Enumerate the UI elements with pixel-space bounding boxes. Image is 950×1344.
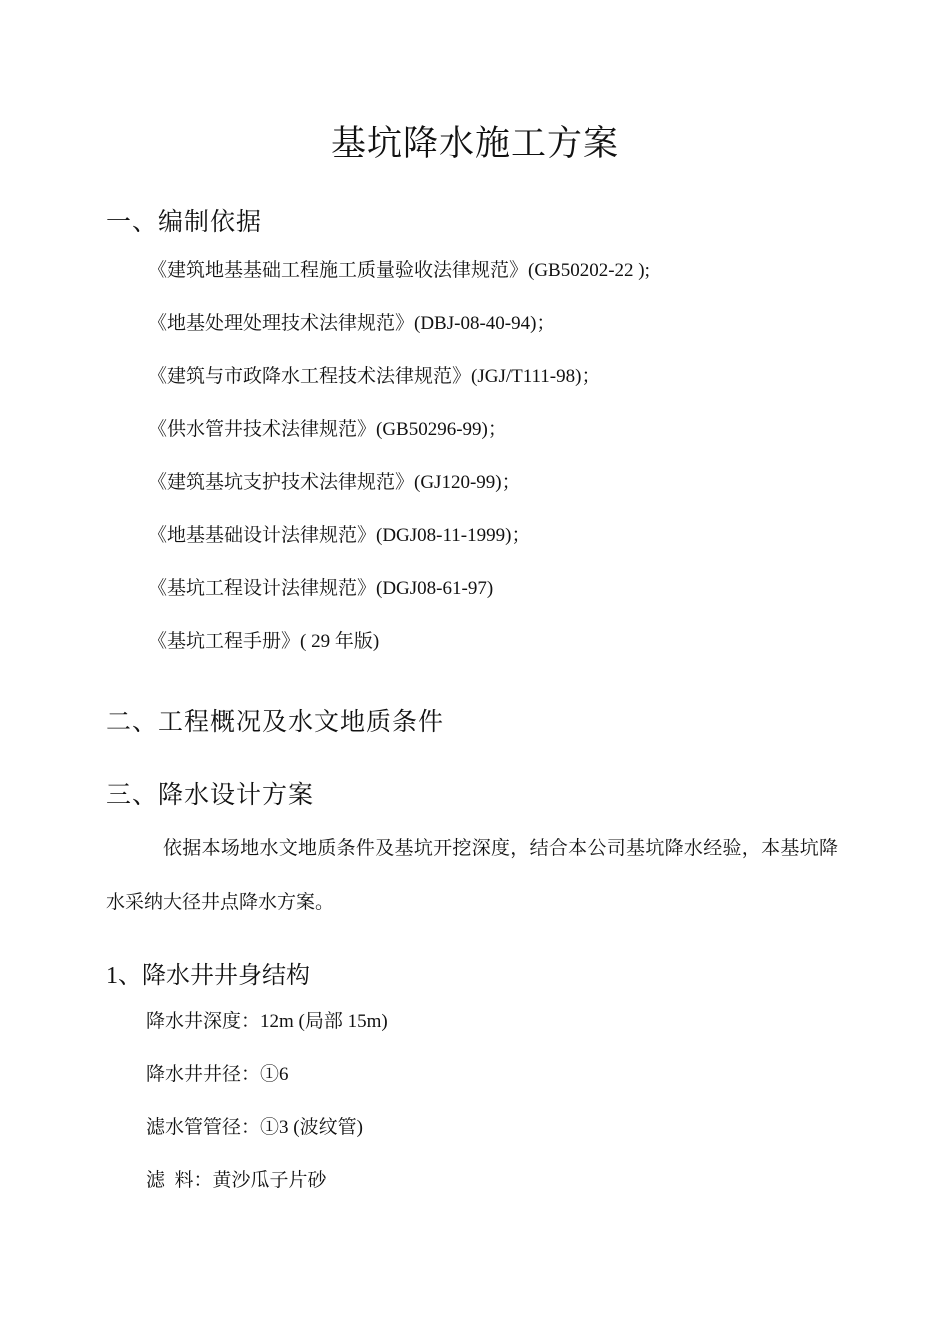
reference-item: 《建筑基坑支护技术法律规范》(GJ120-99)； bbox=[148, 472, 521, 493]
spec-item: 滤水管管径：①3 (波纹管) bbox=[146, 1117, 363, 1138]
reference-item: 《供水管井技术法律规范》(GB50296-99)； bbox=[148, 419, 507, 440]
design-paragraph: 依据本场地水文地质条件及基坑开挖深度，结合本公司基坑降水经验，本基坑降水采纳大径井点降水方案。 bbox=[106, 838, 838, 913]
reference-item: 《地基基础设计法律规范》(DGJ08-11-1999)； bbox=[148, 525, 531, 546]
spec-item: 滤 料：黄沙瓜子片砂 bbox=[146, 1170, 327, 1191]
spec-item: 降水井深度：12m (局部 15m) bbox=[146, 1011, 388, 1032]
reference-item: 《建筑地基基础工程施工质量验收法律规范》(GB50202-22 ); bbox=[148, 260, 650, 281]
reference-item: 《基坑工程手册》( 29 年版) bbox=[148, 631, 380, 652]
section-heading-basis: 一、编制依据 bbox=[106, 209, 263, 236]
subsection-heading-well-structure: 1、降水井井身结构 bbox=[106, 963, 310, 989]
section-heading-overview: 二、工程概况及水文地质条件 bbox=[106, 709, 445, 736]
spec-item: 降水井井径：①6 bbox=[146, 1064, 289, 1085]
reference-item: 《地基处理处理技术法律规范》(DBJ-08-40-94)； bbox=[148, 313, 556, 334]
section-heading-design: 三、降水设计方案 bbox=[106, 782, 315, 809]
reference-item: 《基坑工程设计法律规范》(DGJ08-61-97) bbox=[148, 578, 494, 599]
document-title: 基坑降水施工方案 bbox=[330, 124, 619, 163]
reference-item: 《建筑与市政降水工程技术法律规范》(JGJ/T111-98)； bbox=[148, 366, 601, 387]
